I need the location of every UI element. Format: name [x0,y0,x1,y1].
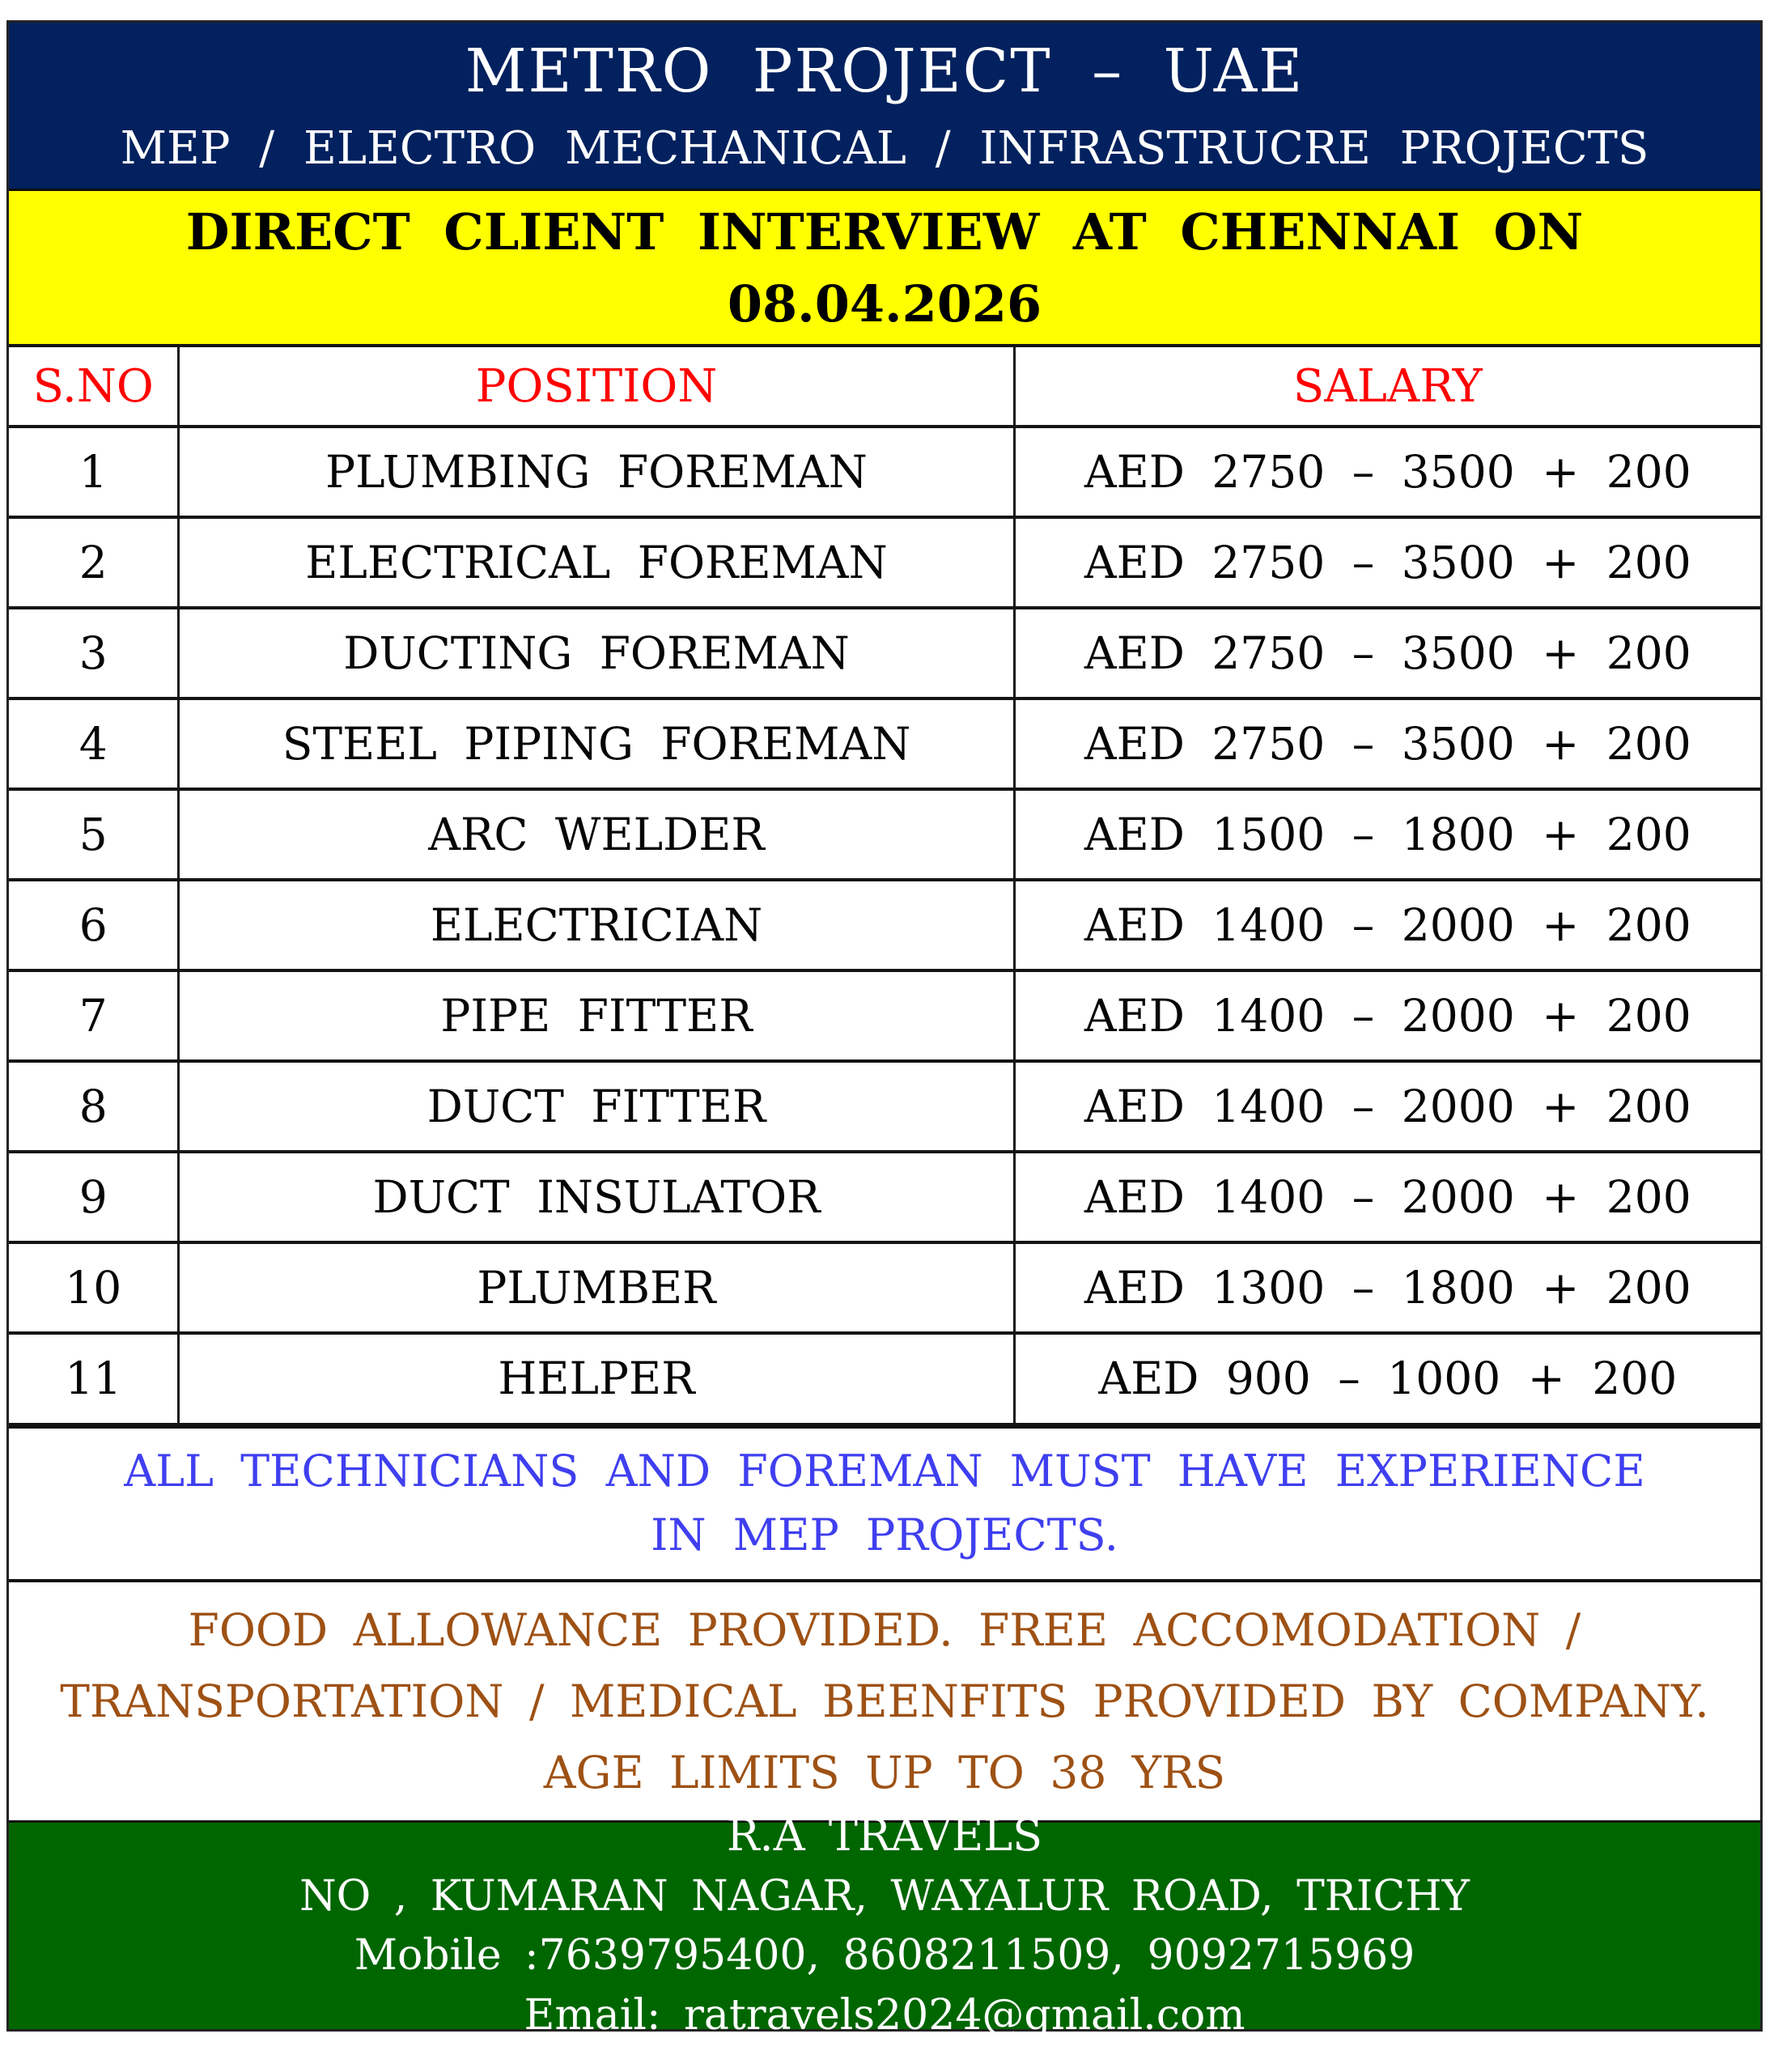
experience-note-line1: ALL TECHNICIANS AND FOREMAN MUST HAVE EXPERIENCE [124,1446,1645,1497]
interview-banner [9,189,1760,344]
job-sno: 3 [9,608,179,698]
table-row [9,608,1760,698]
job-sno: 9 [9,1152,179,1242]
table-row [9,970,1760,1061]
job-sno: 11 [9,1333,179,1424]
job-sno: 5 [9,789,179,880]
benefits-note-line1: FOOD ALLOWANCE PROVIDED. FREE ACCOMODATION / [188,1603,1581,1656]
job-salary: AED 2750 – 3500 + 200 [1014,698,1760,789]
table-row [9,1242,1760,1333]
agency-footer [9,1809,1760,2040]
positions-table-header-row [9,346,1760,427]
job-sno: 7 [9,970,179,1061]
job-position: STEEL PIPING FOREMAN [179,698,1014,789]
job-salary: AED 2750 – 3500 + 200 [1014,427,1760,517]
job-position: DUCTING FOREMAN [179,608,1014,698]
job-position: DUCT FITTER [179,1061,1014,1152]
job-salary: AED 1300 – 1800 + 200 [1014,1242,1760,1333]
table-row [9,1152,1760,1242]
job-salary: AED 1400 – 2000 + 200 [1014,970,1760,1061]
positions-table [9,344,1760,1425]
job-sno: 1 [9,427,179,517]
job-salary: AED 900 – 1000 + 200 [1014,1333,1760,1424]
interview-banner-line: DIRECT CLIENT INTERVIEW AT CHENNAI ON [185,202,1584,261]
job-salary: AED 2750 – 3500 + 200 [1014,608,1760,698]
navy-masthead [9,23,1760,189]
benefits-note-line2: TRANSPORTATION / MEDICAL BEENFITS PROVIDED BY COMPANY. [60,1675,1709,1727]
table-row [9,427,1760,517]
header-cell-salary: SALARY [1014,346,1760,427]
job-salary: AED 1400 – 2000 + 200 [1014,880,1760,970]
agency-email: Email: ratravels2024@gmail.com [524,1991,1245,2040]
header-cell-sno: S.NO [9,346,179,427]
agency-address: NO , KUMARAN NAGAR, WAYALUR ROAD, TRICHY [299,1871,1470,1921]
job-position: PIPE FITTER [179,970,1014,1061]
benefits-note-line3: AGE LIMITS UP TO 38 YRS [543,1746,1226,1798]
table-row [9,517,1760,608]
job-position: ELECTRICIAN [179,880,1014,970]
job-position: HELPER [179,1333,1014,1424]
job-salary: AED 1500 – 1800 + 200 [1014,789,1760,880]
benefits-note [9,1579,1760,1820]
interview-date: 08.04.2026 [727,274,1042,333]
job-sno: 10 [9,1242,179,1333]
header-cell-position: POSITION [179,346,1014,427]
recruitment-poster [6,20,1763,2040]
table-row [9,880,1760,970]
table-row [9,1333,1760,1424]
job-salary: AED 1400 – 2000 + 200 [1014,1061,1760,1152]
table-row [9,789,1760,880]
job-position: DUCT INSULATOR [179,1152,1014,1242]
job-position: ARC WELDER [179,789,1014,880]
poster-subtitle: MEP / ELECTRO MECHANICAL / INFRASTRUCRE PROJECTS [120,122,1649,175]
agency-mobile: Mobile :7639795400, 8608211509, 9092715969 [354,1931,1415,1981]
agency-name: R.A TRAVELS [726,1809,1043,1861]
job-sno: 2 [9,517,179,608]
poster-title: METRO PROJECT – UAE [465,36,1305,106]
table-row [9,698,1760,789]
job-position: PLUMBER [179,1242,1014,1333]
job-position: PLUMBING FOREMAN [179,427,1014,517]
job-salary: AED 2750 – 3500 + 200 [1014,517,1760,608]
job-sno: 4 [9,698,179,789]
job-salary: AED 1400 – 2000 + 200 [1014,1152,1760,1242]
table-row [9,1061,1760,1152]
job-sno: 6 [9,880,179,970]
job-sno: 8 [9,1061,179,1152]
experience-note [9,1425,1760,1579]
experience-note-line2: IN MEP PROJECTS. [651,1509,1118,1560]
job-position: ELECTRICAL FOREMAN [179,517,1014,608]
